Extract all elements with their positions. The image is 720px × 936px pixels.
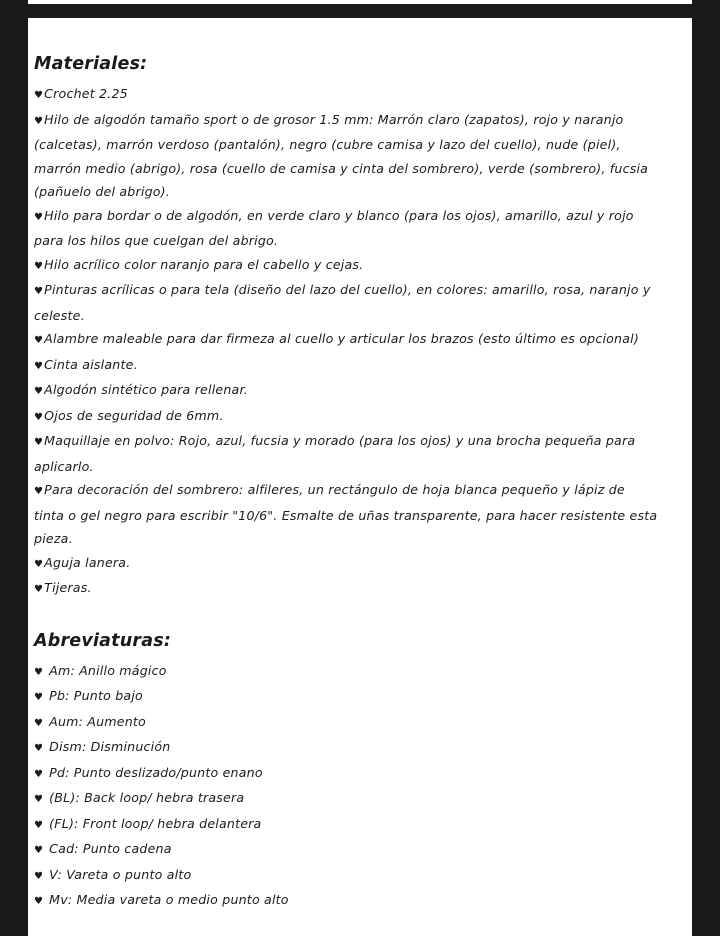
list-item: ♥Algodón sintético para rellenar. <box>34 382 248 397</box>
list-item: ♥Maquillaje en polvo: Rojo, azul, fucsia y morado (para los ojos) y una brocha pequeña para aplicarlo. <box>34 433 636 474</box>
list-item: ♥Hilo para bordar o de algodón, en verde claro y blanco (para los ojos), amarillo, azul y rojo para los hilos que cuelgan del abrigo. <box>34 207 634 248</box>
heart-bullet-icon: ♥ <box>34 558 44 570</box>
heart-bullet-icon: ♥ <box>34 819 44 831</box>
heart-bullet-icon: ♥ <box>34 437 44 448</box>
heart-bullet-icon: ♥ <box>34 794 44 805</box>
list-item: ♥Aguja lanera. <box>34 554 131 570</box>
heart-bullet-icon: ♥ <box>34 717 44 729</box>
heart-bullet-icon: ♥ <box>34 870 44 882</box>
heart-bullet-icon: ♥ <box>34 411 44 423</box>
heart-bullet-icon: ♥ <box>34 386 44 397</box>
materiales-heading: Materiales: <box>34 54 148 74</box>
list-item: ♥Alambre maleable para dar firmeza al cuello y articular los brazos (esto último es opcional) <box>34 331 639 346</box>
document-content <box>34 52 658 914</box>
heart-bullet-icon: ♥ <box>34 486 44 497</box>
heart-bullet-icon: ♥ <box>34 260 44 272</box>
list-item: ♥ (BL): Back loop/ hebra trasera <box>34 790 245 805</box>
list-item: ♥Ojos de seguridad de 6mm. <box>34 407 224 423</box>
list-item: ♥Cinta aislante. <box>34 356 138 372</box>
materiales-list <box>34 82 658 602</box>
list-item: ♥ (FL): Front loop/ hebra delantera <box>34 815 262 831</box>
list-item: ♥Crochet 2.25 <box>34 86 128 101</box>
list-item: ♥ Am: Anillo mágico <box>34 662 167 678</box>
list-item: ♥ Aum: Aumento <box>34 713 146 729</box>
heart-bullet-icon: ♥ <box>34 845 44 856</box>
heart-bullet-icon: ♥ <box>34 211 44 223</box>
list-item: ♥ Pb: Punto bajo <box>34 688 143 703</box>
heart-bullet-icon: ♥ <box>34 90 44 101</box>
heart-bullet-icon: ♥ <box>34 743 44 754</box>
heart-bullet-icon: ♥ <box>34 360 44 372</box>
list-item: ♥Hilo acrílico color naranjo para el cabello y cejas. <box>34 256 364 272</box>
list-item: ♥Hilo de algodón tamaño sport o de grosor 1.5 mm: Marrón claro (zapatos), rojo y naranjo (calcetas), marrón verdoso (pantalón), negro (cubre camisa y lazo del cuello), nude (piel), marrón medio (abrigo), rosa (cuello de camisa y cinta del sombrero), verde (sombrero), fucsia (pañuelo del abrigo). <box>34 111 649 199</box>
list-item: ♥ Pd: Punto deslizado/punto enano <box>34 764 263 780</box>
list-item: ♥Pinturas acrílicas o para tela (diseño del lazo del cuello), en colores: amarillo, rosa, naranjo y celeste. <box>34 282 651 323</box>
heart-bullet-icon: ♥ <box>34 666 44 678</box>
heart-bullet-icon: ♥ <box>34 768 44 780</box>
heart-bullet-icon: ♥ <box>34 584 44 595</box>
list-item: ♥Para decoración del sombrero: alfileres, un rectángulo de hoja blanca pequeño y lápiz de tinta o gel negro para escribir "10/6". Esmalte de uñas transparente, para hacer resistente esta pieza. <box>34 482 658 546</box>
abreviaturas-heading: Abreviaturas: <box>34 630 172 651</box>
list-item: ♥ Cad: Punto cadena <box>34 841 172 856</box>
heart-bullet-icon: ♥ <box>34 286 44 297</box>
list-item: ♥ Mv: Media vareta o medio punto alto <box>34 892 289 907</box>
list-item: ♥Tijeras. <box>34 580 92 595</box>
top-strip <box>28 0 692 4</box>
abreviaturas-list <box>34 659 658 914</box>
heart-bullet-icon: ♥ <box>34 115 44 127</box>
heart-bullet-icon: ♥ <box>34 896 44 907</box>
list-item: ♥ V: Vareta o punto alto <box>34 866 192 882</box>
heart-bullet-icon: ♥ <box>34 692 44 703</box>
heart-bullet-icon: ♥ <box>34 335 44 346</box>
list-item: ♥ Dism: Disminución <box>34 739 171 754</box>
